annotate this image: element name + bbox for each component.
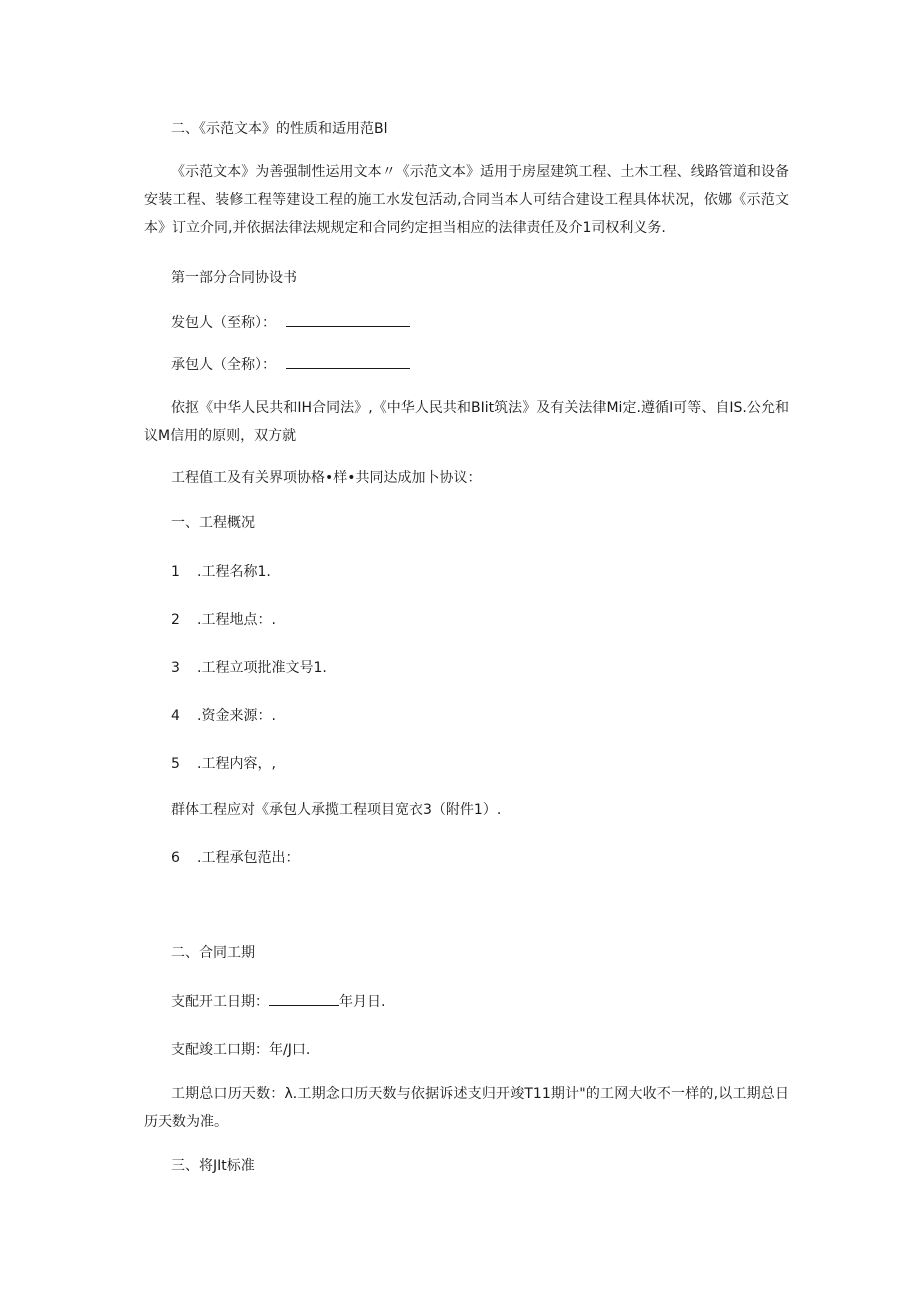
contractor-label: 承包人（全称）： (171, 357, 276, 373)
start-date-blank (269, 991, 339, 1006)
item-text: .工程名称1. (197, 564, 271, 580)
item-text: .工程内容，, (197, 756, 276, 772)
total-days-paragraph: 工期总口历天数：λ.工期念口历天数与依据诉述支归开竣T11期计"的工网大收不一样的,以工期总日历天数为准。 (144, 1086, 789, 1130)
completion-date-line: 支配竣工口期：年∕J口. (171, 1042, 311, 1058)
section-heading-quality: 三、将JIt标准 (171, 1158, 255, 1174)
item-number: 2 (171, 612, 180, 628)
list-item (171, 754, 276, 774)
item-text: .工程地点：. (197, 612, 276, 628)
item-text: .工程承包范出： (197, 850, 300, 866)
list-item (171, 610, 276, 630)
part-one-heading: 第一部分合同协设书 (171, 270, 297, 286)
start-date-line (171, 991, 385, 1012)
legal-basis-paragraph: 依抠《中华人民共和IH合同法》,《中华人民共和BIit筑法》及有关法律Mi定.遵循I可等、自IS.公允和议M信用的原则，双方就 (144, 400, 789, 444)
list-item (171, 706, 276, 726)
employer-name-blank (286, 312, 410, 327)
section-heading-nature-scope: 二、《示范文本》的性质和适用范Bl (171, 121, 388, 137)
item-number: 4 (171, 708, 180, 724)
start-date-label: 支配开工日期： (171, 994, 269, 1010)
item-number: 3 (171, 660, 180, 676)
legal-basis-continuation: 工程值工及有关界项协格•样•共同达成加卜协议： (171, 470, 482, 486)
employer-line (171, 312, 410, 333)
list-item (171, 562, 271, 582)
item-number: 6 (171, 850, 180, 866)
item-number: 1 (171, 564, 180, 580)
group-project-note: 群体工程应对《承包人承揽工程项目宽衣3（附件1）. (171, 802, 502, 818)
employer-label: 发包人（至称）： (171, 315, 276, 331)
section-heading-overview: 一、工程概况 (171, 515, 255, 531)
item-text: .资金来源：. (197, 708, 276, 724)
item-number: 5 (171, 756, 180, 772)
start-date-suffix: 年月日. (339, 994, 386, 1010)
list-item (171, 658, 327, 678)
section-heading-period: 二、合同工期 (171, 945, 255, 961)
nature-scope-paragraph: 《示范文本》为善强制性运用文本〃《示范文本》适用于房屋建筑工程、土木工程、线路管道和设备安装工程、装修工程等建设工程的施工水发包活动,合同当本人可结合建设工程具体状况，依娜《示范文本》订立介同,并依据法律法规规定和合同约定担当相应的法律责任及介1司权利义务. (144, 164, 789, 236)
list-item (171, 848, 299, 868)
item-text: .工程立项批准文号1. (197, 660, 327, 676)
contractor-name-blank (286, 354, 410, 369)
contractor-line (171, 354, 410, 375)
